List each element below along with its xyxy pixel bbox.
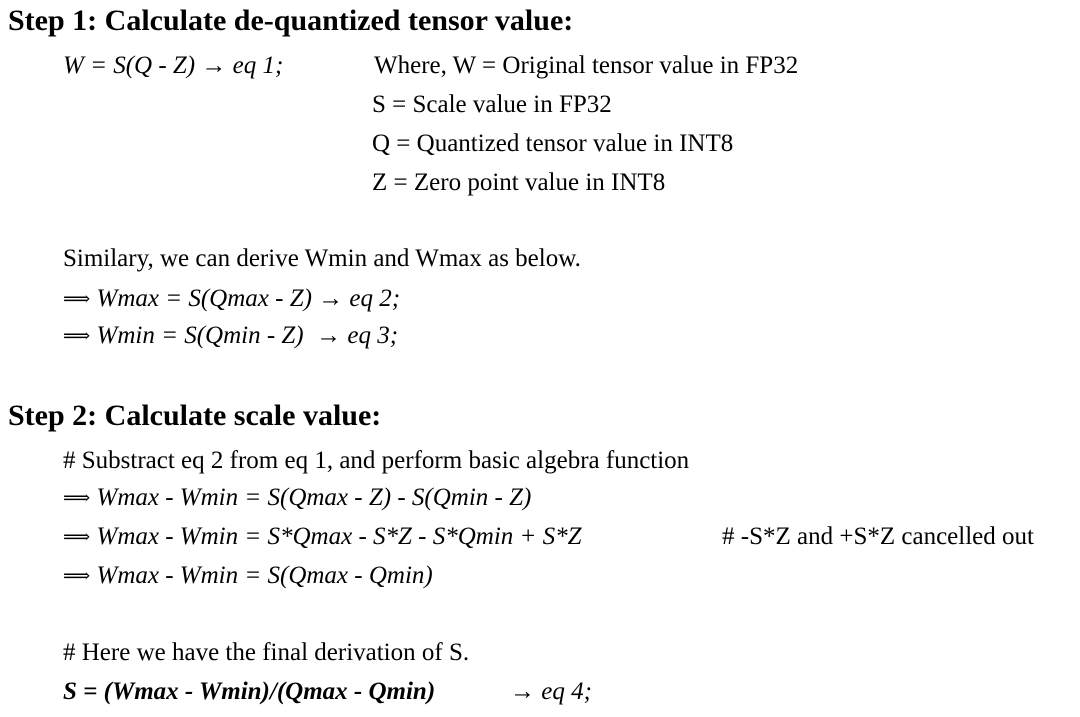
implies-arrow-icon: ⟹ (63, 526, 91, 548)
wmax-eq-line (63, 286, 400, 311)
deriv3: Wmax - Wmin = S(Qmax - Qmin) (96, 562, 433, 589)
deriv3-line (63, 563, 433, 588)
implies-arrow-icon: ⟹ (63, 288, 91, 310)
comment-subtract: # Substract eq 2 from eq 1, and perform basic algebra function (63, 447, 690, 474)
where-z: Z = Zero point value in INT8 (372, 169, 666, 196)
where-w: Where, W = Original tensor value in FP32 (374, 52, 799, 79)
eq1: W = S(Q - Z) → eq 1; (63, 52, 284, 79)
where-s: S = Scale value in FP32 (372, 91, 612, 118)
final-scale-eq: S = (Wmax - Wmin)/(Qmax - Qmin) (63, 678, 436, 705)
deriv2-comment: # -S*Z and +S*Z cancelled out (722, 523, 1034, 550)
step2-heading: Step 2: Calculate scale value: (8, 399, 382, 432)
similarly-text: Similary, we can derive Wmin and Wmax as below. (63, 245, 581, 272)
comment-final: # Here we have the final derivation of S. (63, 639, 470, 666)
step1-heading: Step 1: Calculate de-quantized tensor value: (8, 4, 574, 37)
where-q: Q = Quantized tensor value in INT8 (372, 130, 734, 157)
implies-arrow-icon: ⟹ (63, 325, 91, 347)
wmax-eq: Wmax = S(Qmax - Z) → eq 2; (96, 285, 401, 312)
deriv2: Wmax - Wmin = S*Qmax - S*Z - S*Qmin + S*Z (96, 523, 582, 550)
deriv2-line (63, 524, 582, 549)
implies-arrow-icon: ⟹ (63, 565, 91, 587)
implies-arrow-icon: ⟹ (63, 487, 91, 509)
wmin-eq-line (63, 323, 398, 348)
deriv1: Wmax - Wmin = S(Qmax - Z) - S(Qmin - Z) (96, 484, 532, 511)
final-eq-ref: → eq 4; (510, 678, 592, 705)
deriv1-line (63, 485, 531, 510)
wmin-eq: Wmin = S(Qmin - Z) → eq 3; (96, 322, 399, 349)
